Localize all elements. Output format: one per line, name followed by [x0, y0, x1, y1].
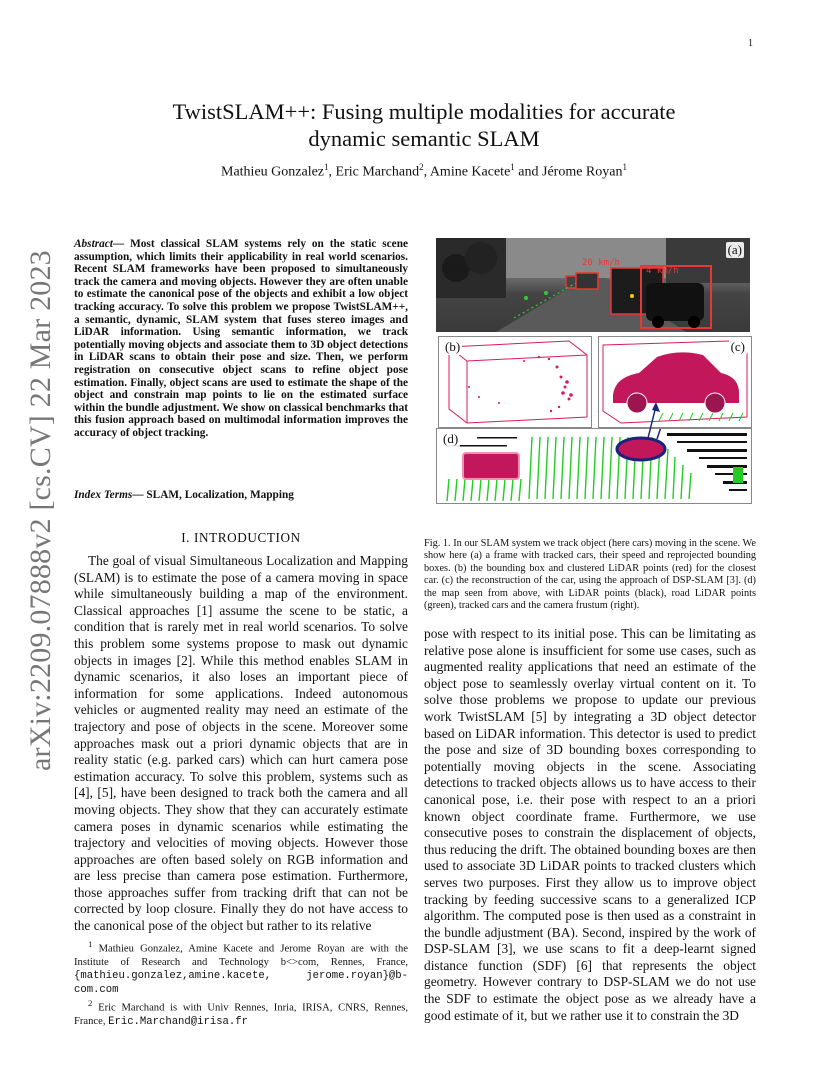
arxiv-stamp: arXiv:2209.07888v2 [cs.CV] 22 Mar 2023 [24, 250, 57, 771]
author-1: Mathieu Gonzalez [221, 164, 325, 180]
author-3-affil: 1 [510, 162, 515, 172]
figure-panel-c [598, 336, 752, 428]
abstract-text: — Most classical SLAM systems rely on the static scene assumption, which limits their applicability in real world scenarios. Recent SLAM frameworks have been proposed to simultaneously track the camera and moving objects. However they are often unable to estimate the canonical pose of the objects and exhibit a low object tracking accuracy. To solve this problem we propose TwistSLAM++, a semantic, dynamic, SLAM system that fuses stereo images and LiDAR information. Using semantic information, we track potentially moving objects and associate them to 3D object detections in LiDAR scans to obtain their pose and size. Then, we perform registration on consecutive object scans to refine object pose estimation. Finally, object scans are used to estimate the shape of the object and constrain map points to lie on the estimated surface within the bundle adjustment. We show on classical benchmarks that this fusion approach based on multimodal information improves the accuracy of object tracking. [74, 238, 408, 439]
panel-label-d: (d) [443, 431, 459, 446]
figure-panel-d [436, 428, 752, 504]
index-terms-text: — SLAM, Localization, Mapping [132, 489, 294, 501]
figure-panel-a [436, 238, 750, 332]
figure-panel-b [438, 336, 592, 428]
panel-label-c: (c) [730, 339, 745, 354]
index-terms-label: Index Terms [74, 489, 133, 501]
author-4-affil: 1 [622, 162, 627, 172]
footnote-1-mark: 1 [88, 939, 93, 949]
footnote-2-mark: 2 [88, 998, 93, 1009]
footnote-1-emails: {mathieu.gonzalez,amine.kacete, jerome.royan}@b-com.com [74, 969, 408, 997]
author-4: and Jérome Royan [514, 164, 623, 180]
author-list [110, 162, 738, 181]
footnote-2-email: Eric.Marchand@irisa.fr [108, 1016, 248, 1029]
figure-caption: Fig. 1. In our SLAM system we track object (here cars) moving in the scene. We show here (a) a frame with tracked cars, their speed and reprojected bounding boxes. (b) the bounding box and clustered LiDAR points (red) for the closest car. (c) the reconstruction of the car, using the approach of DSP-SLAM [3]. (d) the map seen from above, with LiDAR points (black), road LiDAR points (green), tracked cars and the camera frustum (right). [424, 538, 756, 612]
author-1-affil: 1 [324, 162, 329, 172]
intro-paragraph: The goal of visual Simultaneous Localization and Mapping (SLAM) is to estimate the pose of a camera moving in space while simultaneously building a map of the environment. Classical approaches [1] assume the scene to be static, a condition that is rarely met in real world scenarios. To solve this problem some systems propose to mask out dynamic objects in images [2]. While this method enables SLAM in dynamic scenarios, it also loses an important piece of information for some applications. Indeed autonomous vehicles or augmented reality may need an estimate of the trajectory and pose of objects in the scene. Moreover some approaches mask out a priori dynamic objects that are in reality static (e.g. parked cars) which can hurt camera pose estimation accuracy. To solve this problem, systems such as [4], [5], have been designed to track both the camera and all moving objects. They show that they can accurately estimate camera poses in dynamic scenarios while estimating the trajectory and velocities of moving objects. However those approaches are often based solely on RGB information and are less precise than camera pose estimation. Furthermore, those approaches suffer from tracking drift that can not be corrected by loop closure. Finally they do not have access to the canonical pose of the object but rather to its relative [74, 553, 408, 934]
author-2-affil: 2 [419, 162, 424, 172]
section-heading: I. INTRODUCTION [181, 530, 301, 545]
speed-overlay-1: 20 km/h [582, 258, 620, 268]
paper-title [110, 98, 738, 152]
footnote-2-text: Eric Marchand is with Univ Rennes, Inria, IRISA, CNRS, Rennes, France, [74, 1002, 408, 1028]
right-column-paragraph: pose with respect to its initial pose. This can be limitating as relative pose alone is insufficient for some use cases, such as augmented reality applications that need an estimate of the object pose to seamlessly overlay virtual content on it. To solve those problems we propose to update our previous work TwistSLAM [5] by integrating a 3D object detector based on LiDAR information. This detector is used to predict the pose and size of 3D bounding boxes corresponding to potentially moving objects in the scene. Associating detections to tracked objects allows us to have access to their canonical pose, i.e. their pose with respect to an a priori known object coordinate frame. Furthermore, we use consecutive poses to constrain the displacement of objects, thus reducing the drift. The obtained bounding boxes are then used to associate 3D LiDAR points to tracked clusters which serves two purposes. First they allow us to improve object tracking by feeding successive scans to a generalized ICP algorithm. The computed pose is then used as a constraint in the bundle adjustment (BA). Second, inspired by the work of DSP-SLAM [3], we use scans to fit a deep-learnt signed distance function (SDF) [6] that represents the object geometry. However contrary to DSP-SLAM we do not use the SDF to estimate the object pose as we already have a good estimate of it, but we rather use it to constrain the 3D [424, 626, 756, 1023]
index-terms [74, 489, 408, 501]
page-number: 1 [748, 38, 753, 49]
figure-1 [436, 238, 750, 502]
title-line-1: TwistSLAM++: Fusing multiple modalities for accurate [172, 99, 676, 124]
footnotes [74, 938, 408, 1029]
abstract [74, 238, 408, 440]
speed-overlay-2: 4 km/h [646, 266, 679, 276]
footnote-1-text: Mathieu Gonzalez, Amine Kacete and Jerome Royan are with the Institute of Research and Technology b<>com, Rennes, France, [74, 943, 408, 968]
footnote-1 [74, 938, 408, 997]
map-top-view-image [437, 429, 751, 503]
footnote-2 [74, 997, 408, 1029]
title-line-2: dynamic semantic SLAM [308, 126, 540, 151]
author-2: , Eric Marchand [328, 164, 420, 180]
panel-label-b: (b) [445, 339, 461, 354]
street-scene-image [436, 238, 750, 332]
panel-label-a: (a) [727, 242, 742, 257]
panel-connector-arrow [636, 402, 666, 442]
author-3: , Amine Kacete [423, 164, 511, 180]
abstract-label: Abstract [74, 238, 113, 250]
